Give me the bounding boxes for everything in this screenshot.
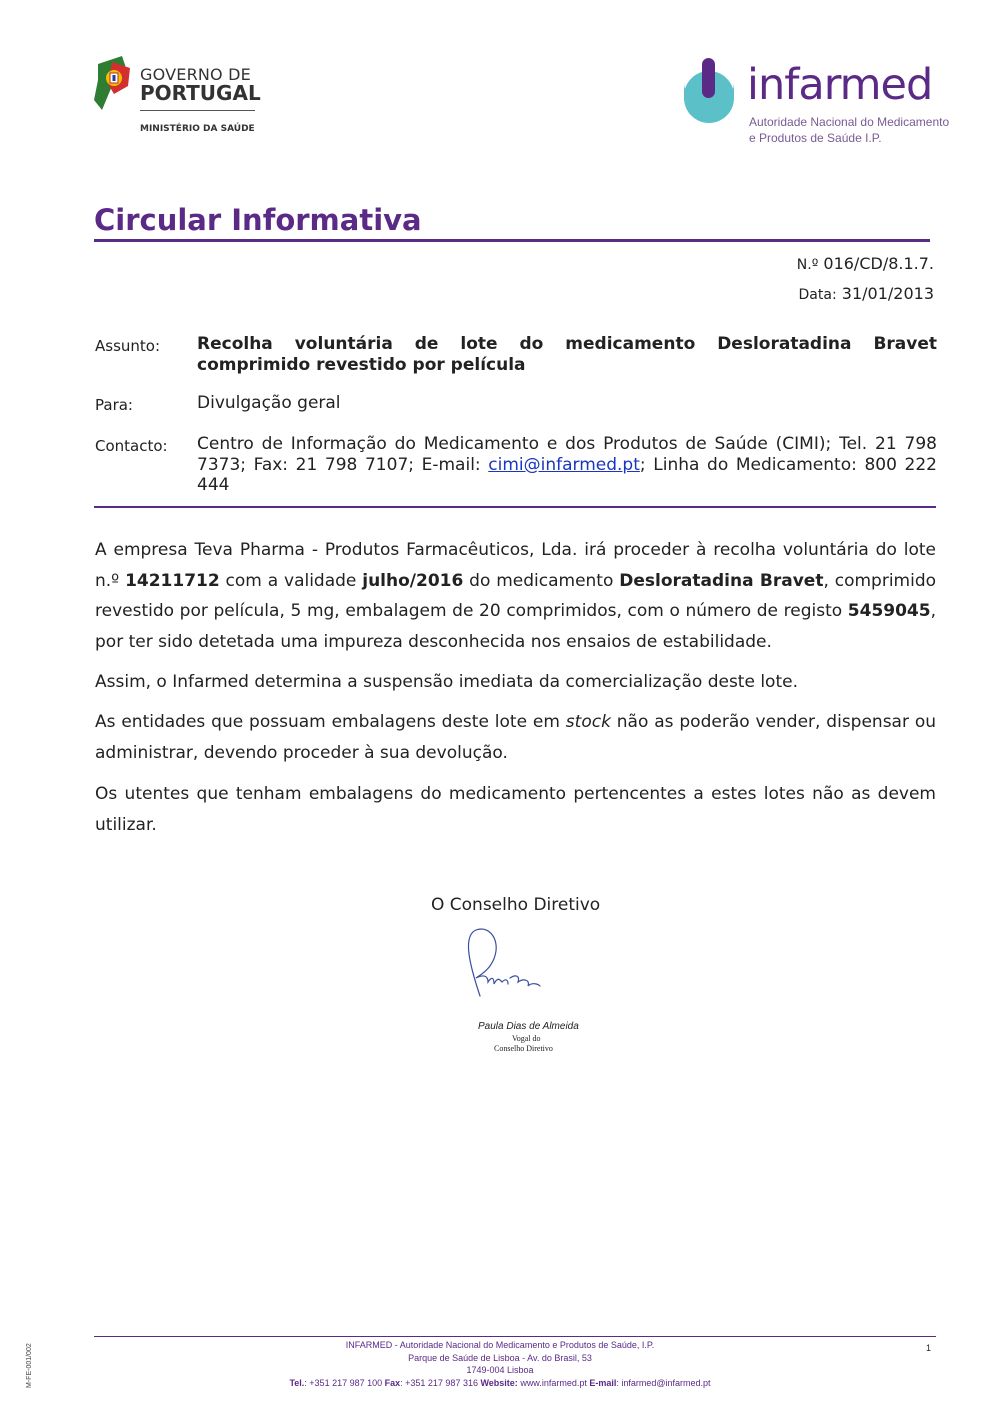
footer-email-value[interactable]: : infarmed@infarmed.pt	[616, 1378, 711, 1388]
infarmed-subtitle-line2: e Produtos de Saúde I.P.	[749, 131, 882, 145]
footer-fax-value: : +351 217 987 316	[400, 1378, 481, 1388]
validity-date: julho/2016	[362, 570, 464, 591]
page-number: 1	[926, 1343, 932, 1353]
infarmed-subtitle-line1: Autoridade Nacional do Medicamento	[749, 115, 950, 129]
infarmed-subtitle	[749, 114, 949, 146]
footer-tel-value: : +351 217 987 100	[304, 1378, 385, 1388]
assunto-label: Assunto:	[95, 337, 161, 355]
document-date	[799, 284, 934, 303]
footer-fax-label: Fax	[384, 1378, 401, 1388]
signatory-role-line2: Conselho Diretivo	[494, 1044, 553, 1053]
cimi-email-link[interactable]: cimi@infarmed.pt	[488, 454, 640, 475]
footer-line2: Parque de Saúde de Lisboa - Av. do Brasil, 53	[408, 1353, 592, 1363]
gov-logo-line1: GOVERNO DE	[140, 65, 251, 84]
body-paragraph-2: Assim, o Infarmed determina a suspensão imediata da comercialização deste lote.	[95, 672, 798, 692]
para-label: Para:	[95, 396, 133, 414]
title-divider	[94, 239, 930, 242]
footer-website-label: Website:	[480, 1378, 518, 1388]
p1-text-a: A empresa Teva Pharma - Produtos Farmacêuticos, Lda. irá proceder à recolha voluntária do lote n.º	[95, 540, 936, 591]
document-title: Circular Informativa	[94, 203, 422, 237]
drug-name: Desloratadina Bravet	[619, 570, 824, 591]
date-value: 31/01/2013	[841, 284, 934, 303]
p1-text-e: , por ter sido detetada uma impureza desconhecida nos ensaios de estabilidade.	[95, 601, 936, 652]
body-paragraph-1	[95, 535, 936, 657]
ministry-name: MINISTÉRIO DA SAÚDE	[140, 124, 255, 134]
gov-logo-divider	[140, 110, 255, 111]
body-paragraph-4: Os utentes que tenham embalagens do medicamento pertencentes a estes lotes não as devem utilizar.	[95, 784, 936, 835]
signoff: O Conselho Diretivo	[431, 895, 601, 915]
contacto-value	[197, 434, 937, 496]
p3-text-b: não as poderão vender, dispensar ou administrar, devendo proceder à sua devolução.	[95, 712, 937, 763]
contacto-text-before: Centro de Informação do Medicamento e dos Produtos de Saúde (CIMI); Tel. 21 798 7373; Fax: 21 798 7107; E-mail:	[197, 434, 937, 475]
footer-divider	[94, 1336, 936, 1337]
p1-text-b: com a validade	[219, 570, 363, 591]
footer-line3: 1749-004 Lisboa	[466, 1365, 534, 1375]
reference-number-label: N.º	[796, 257, 819, 273]
footer-email-label: E-mail	[589, 1378, 617, 1388]
para-value: Divulgação geral	[197, 393, 341, 413]
form-code-text: M-FE-001/002	[26, 1343, 33, 1388]
form-code	[14, 1343, 44, 1392]
signatory-name: Paula Dias de Almeida	[478, 1021, 579, 1032]
footer-line1: INFARMED - Autoridade Nacional do Medicamento e Produtos de Saúde, I.P.	[345, 1340, 655, 1350]
p3-stock-word: stock	[565, 712, 611, 732]
reference-number-value: 016/CD/8.1.7.	[823, 254, 934, 273]
reference-number	[797, 254, 934, 273]
lot-number: 14211712	[125, 570, 220, 591]
governo-de-portugal-logo	[92, 56, 272, 140]
date-label: Data:	[798, 287, 837, 303]
contacto-text-after: ; Linha do Medicamento: 800 222 444	[197, 454, 937, 495]
p3-text-a: As entidades que possuam embalagens deste lote em	[95, 712, 566, 732]
p1-text-d: , comprimido revestido por película, 5 mg, embalagem de 20 comprimidos, com o número de registo	[95, 570, 937, 621]
infarmed-wordmark: infarmed	[747, 60, 933, 110]
p1-text-c: do medicamento	[463, 570, 620, 591]
meta-divider	[94, 506, 936, 508]
contacto-label: Contacto:	[95, 437, 168, 455]
footer-website-value[interactable]: www.infarmed.pt	[517, 1378, 590, 1388]
registration-number: 5459045	[847, 601, 931, 621]
portugal-coat-of-arms-icon	[92, 56, 132, 110]
gov-logo-line2: PORTUGAL	[140, 81, 261, 105]
signatory-role-line1: Vogal do	[512, 1034, 541, 1043]
infarmed-logo	[676, 56, 950, 148]
footer-tel-label: Tel.	[289, 1378, 305, 1388]
assunto-value: Recolha voluntária de lote do medicamento Desloratadina Bravet comprimido revestido por película	[197, 334, 937, 375]
handwritten-signature-icon	[458, 926, 558, 998]
infarmed-drop-icon	[676, 58, 742, 124]
body-paragraph-3	[95, 707, 936, 768]
footer-contacts	[250, 1378, 750, 1388]
